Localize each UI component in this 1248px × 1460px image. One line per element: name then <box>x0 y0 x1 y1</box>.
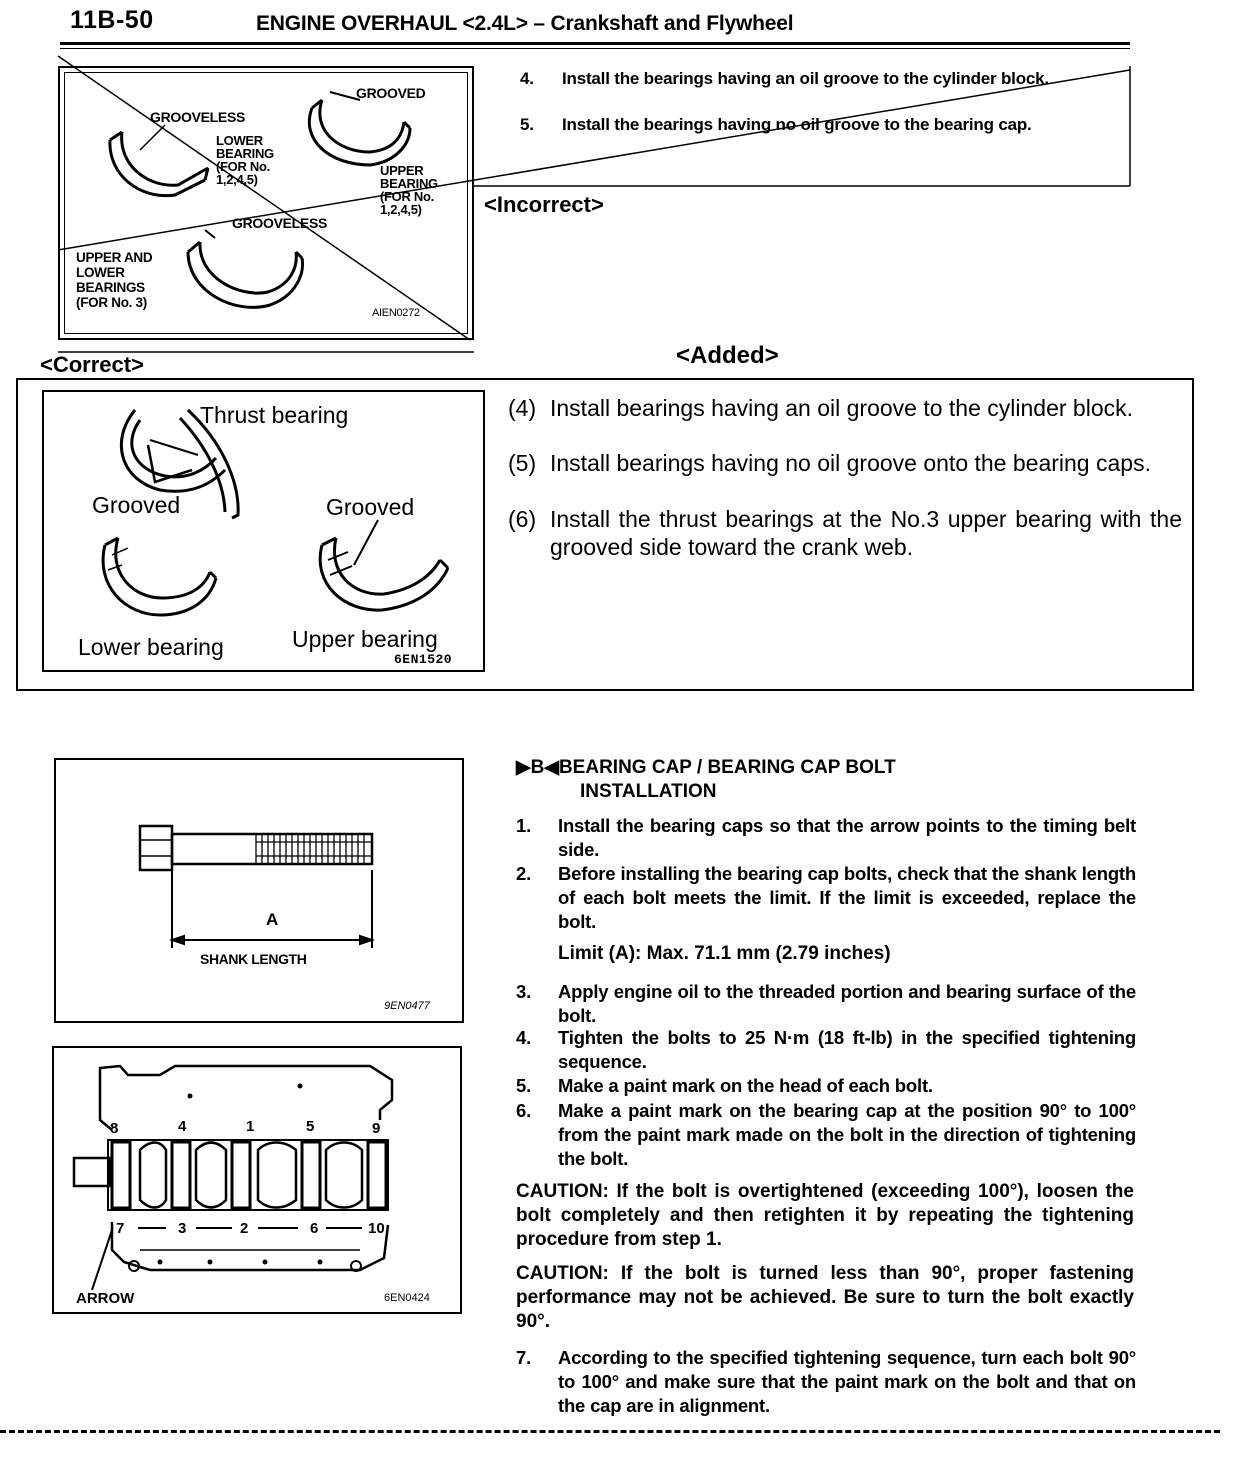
grooved-right-label: Grooved <box>326 494 415 520</box>
arrow-label: ARROW <box>76 1290 135 1307</box>
bolt-seq-5: 5 <box>306 1118 315 1135</box>
section-title-line1: BEARING CAP / BEARING CAP BOLT <box>558 757 896 778</box>
incorrect-figure-code: AIEN0272 <box>372 307 420 319</box>
section-title-line2: INSTALLATION <box>580 781 717 802</box>
thrust-bearing-label: Thrust bearing <box>200 402 349 428</box>
grooved-left-label: Grooved <box>92 492 181 518</box>
lower-bearing-label: Lower bearing <box>78 634 224 660</box>
caution-2: CAUTION: If the bolt is turned less than 90°, proper fastening performance may not be achieved. Be sure to turn the bolt exactly 90°. <box>516 1263 1134 1332</box>
footer-dashed-rule <box>0 1430 1220 1433</box>
upper-bearing-label: UPPER BEARING (FOR No. 1,2,4,5) <box>380 163 438 217</box>
upper-bearing-label: Upper bearing <box>292 626 438 652</box>
grooveless-label-top: GROOVELESS <box>150 109 246 125</box>
page-number: 11B-50 <box>70 6 154 34</box>
incorrect-label: <Incorrect> <box>484 192 604 217</box>
bolt-seq-6: 6 <box>310 1220 319 1237</box>
bolt-seq-2: 2 <box>240 1220 249 1237</box>
page-title: ENGINE OVERHAUL <2.4L> – Crankshaft and Flywheel <box>256 12 794 35</box>
section-heading <box>516 756 896 804</box>
bolt-seq-9: 9 <box>372 1120 381 1137</box>
caution-1: CAUTION: If the bolt is overtightened (exceeding 100°), loosen the bolt completely and then retighten it by repeating the tightening procedure from step 1. <box>516 1181 1134 1250</box>
section-marker: ▶B◀ <box>516 757 559 778</box>
bolt-dimension-a: A <box>266 910 279 929</box>
lower-bearing-label: LOWER BEARING (FOR No. 1,2,4,5) <box>216 133 274 187</box>
grooveless-label-bottom: GROOVELESS <box>232 215 328 231</box>
correct-figure-code: 6EN1520 <box>394 652 453 667</box>
upper-lower-bearings-label: UPPER AND LOWER BEARINGS (FOR No. 3) <box>76 250 153 310</box>
limit-spec: Limit (A): Max. 71.1 mm (2.79 inches) <box>558 943 891 964</box>
bolt-seq-10: 10 <box>368 1220 385 1237</box>
block-figure-code: 6EN0424 <box>384 1292 430 1304</box>
correct-label: <Correct> <box>40 352 144 377</box>
shank-length-label: SHANK LENGTH <box>200 951 307 967</box>
bolt-seq-4: 4 <box>178 1118 187 1135</box>
bolt-seq-1: 1 <box>246 1118 255 1135</box>
bolt-figure-code: 9EN0477 <box>384 1000 430 1012</box>
added-label: <Added> <box>676 342 779 369</box>
bolt-seq-3: 3 <box>178 1220 187 1237</box>
bolt-seq-7: 7 <box>116 1220 125 1237</box>
grooved-label: GROOVED <box>356 85 426 101</box>
bolt-seq-8: 8 <box>110 1120 119 1137</box>
